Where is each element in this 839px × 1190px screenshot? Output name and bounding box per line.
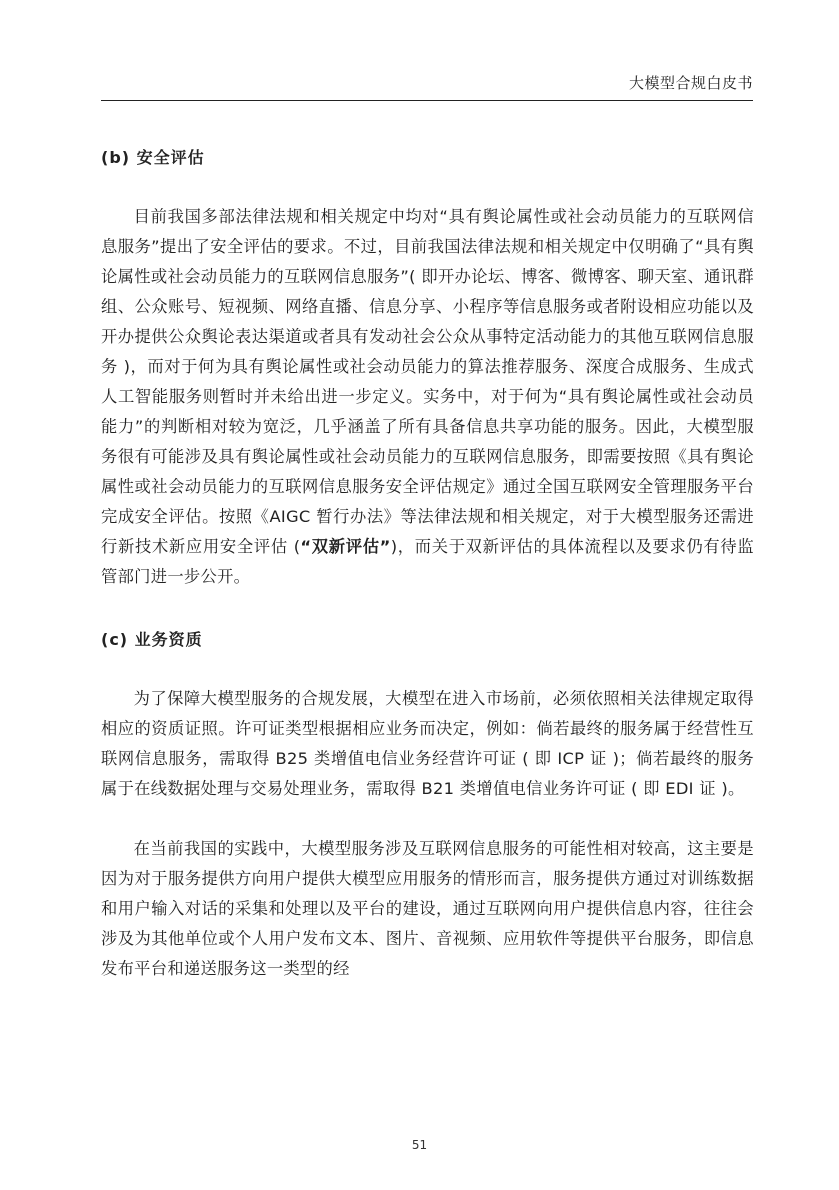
section-c-heading: (c) 业务资质 [101,630,203,649]
header-title: 大模型合规白皮书 [628,74,753,92]
page-content [101,140,754,984]
section-c-paragraph-2: 在当前我国的实践中，大模型服务涉及互联网信息服务的可能性相对较高，这主要是因为对于服务提供方向用户提供大模型应用服务的情形而言，服务提供方通过对训练数据和用户输入对话的采集和处理以及平台的建设，通过互联网向用户提供信息内容，往往会涉及为其他单位或个人用户发布文本、图片、音视频、应用软件等提供平台服务，即信息发布平台和递送服务这一类型的经 [101,839,754,978]
page-header [101,64,753,101]
section-b-text-1: 目前我国多部法律法规和相关规定中均对“具有舆论属性或社会动员能力的互联网信息服务”提出了安全评估的要求。不过，目前我国法律法规和相关规定中仅明确了“具有舆论属性或社会动员能力的互联网信息服务”( 即开办论坛、博客、微博客、聊天室、通讯群组、公众账号、短视频、网络直播、信息分享、小程序等信息服务或者附设相应功能以及开办提供公众舆论表达渠道或者具有发动社会公众从事特定活动能力的其他互联网信息服务 )，而对于何为具有舆论属性或社会动员能力的算法推荐服务、深度合成服务、生成式人工智能服务则暂时并未给出进一步定义。实务中，对于何为“具有舆论属性或社会动员能力”的判断相对较为宽泛，几乎涵盖了所有具备信息共享功能的服务。因此，大模型服务很有可能涉及具有舆论属性或社会动员能力的互联网信息服务，即需要按照《具有舆论属性或社会动员能力的互联网信息服务安全评估规定》通过全国互联网安全管理服务平台完成安全评估。按照《AIGC 暂行办法》等法律法规和相关规定，对于大模型服务还需进行新技术新应用安全评估 ( [101,207,754,556]
section-b-heading: (b) 安全评估 [101,148,205,167]
section-b-text-2: )，而关于双新评估的具体流程以及要求仍有待监管部门进一步公开。 [101,537,754,586]
section-c-paragraph-1: 为了保障大模型服务的合规发展，大模型在进入市场前，必须依照相关法律规定取得相应的资质证照。许可证类型根据相应业务而决定，例如：倘若最终的服务属于经营性互联网信息服务，需取得 B25 类增值电信业务经营许可证 ( 即 ICP 证 )；倘若最终的服务属于在线数据处理与交易处理业务，需取得 B21 类增值电信业务许可证 ( 即 EDI 证 )。 [101,689,754,798]
section-b-bold-term: “双新评估” [300,537,391,556]
section-b-paragraph [101,202,754,592]
page-number: 51 [411,1138,428,1152]
